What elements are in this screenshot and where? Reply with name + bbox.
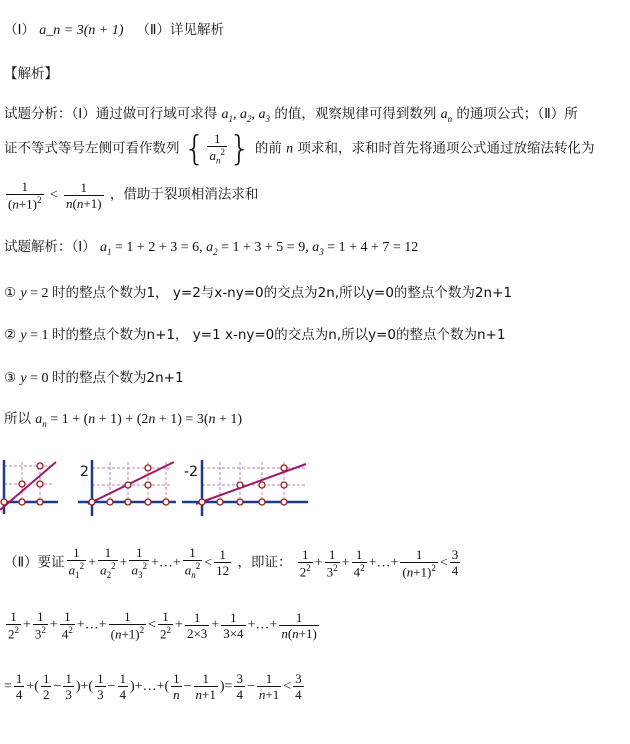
analysis-l1-mid: 的值，观察规律可得到数列 [274,106,437,122]
solution-intro: 试题解析：（Ⅰ） [4,239,96,255]
figure-2-label: 2 [80,464,89,480]
part1-formula: a_n = 3(n + 1) [39,23,124,38]
case-3-text: 时的整点个数为2n+1 [52,370,184,386]
conclusion: 所以 $a_n = 1 + (n + 1) + (2n + 1) = 3(n + 1)$ [4,411,243,429]
analysis-l3-suffix: ，借助于裂项相消法求和 [109,186,259,203]
analysis-line-3: $\frac{1}{(n+1)^2}$ < $\frac{1}{n(n+1)}$ ，借助于裂项相消法求和 [8,179,259,212]
answer-line [4,24,224,38]
analysis-l2-n: n [286,141,294,157]
analysis-l1-prefix: 试题分析：（Ⅰ）通过做可行域可求得 [4,106,218,122]
case-1: ① y = 2 时的整点个数为1， y=2与x-ny=0的交点为2n,所以y=0的整点个数为2n+1 [4,285,512,301]
part1-label: （Ⅰ） [4,22,35,38]
analysis-l1-suffix: 的通项公式；（Ⅱ）所 [456,106,578,122]
lattice-figures [0,458,630,520]
analysis-l2-prefix: 证不等式等号左侧可看作数列 [4,140,180,157]
conclusion-prefix: 所以 [4,411,31,427]
part2-mid: ，即证： [237,554,292,571]
solution-intro-line: 试题解析：（Ⅰ） $a_1 = 1 + 2 + 3 = 6$, $a_2 = 1 + 3 + 5 = 9$, $a_3 = 1 + 4 + 7 = 12$ [4,239,419,257]
case-2: ② y = 1 时的整点个数为n+1， y=1 x-ny=0的交点为n,所以y=0的整点个数为n+1 [4,327,506,343]
figure-1 [0,460,58,514]
brace-left: { [183,129,206,169]
brace-right: } [228,129,251,169]
analysis-l2-suffix: 项求和，求和时首先将通项公式通过放缩法转化为 [297,140,595,157]
analysis-line-2 [4,129,595,169]
part2-label: （Ⅱ）详见解析 [136,22,225,38]
case-2-text: 时的整点个数为n+1， y=1 x-ny=0的交点为n,所以y=0的整点个数为n+1 [52,327,506,343]
case-3-num: ③ [4,370,17,386]
analysis-line-1 [4,108,578,124]
figure-3-label: -2 [184,464,198,480]
case-1-text: 时的整点个数为1， y=2与x-ny=0的交点为2n,所以y=0的整点个数为2n+1 [52,285,512,301]
case-2-num: ② [4,327,17,343]
part2-line: （Ⅱ）要证 $\frac{1}{a_1^2}$ + $\frac{1}{a_2^2}$ + $\frac{1}{a_3^2}$ +…+ $\frac{1}{a_n^2}$ < $\frac{1}{12}$ ，即证： $\frac{1}{2^2}$ + $\frac{1}{3^2}$ + $\frac{1}{4^2}$ +…+ $\frac{1}{(n+1)^2}$ < $\frac{3}{4}$ [4,545,459,580]
seq-fraction: $\frac{1}{a_n^2}$ [209,131,225,166]
case-1-num: ① [4,285,17,301]
an-symbol: $a_n$ [440,107,453,124]
a-values: $a_1$, $a_2$, $a_3$ [221,107,271,124]
jiexi-heading: 【解析】 [4,66,58,82]
case-3: ③ y = 0 时的整点个数为2n+1 [4,370,184,386]
telescoping-line: = $\frac{1}{4}$ +( $\frac{1}{2}$ − $\frac{1}{3}$ )+( $\frac{1}{3}$ − $\frac{1}{4}$ )+…+( $\frac{1}{n}$ − $\frac{1}{n+1}$ )= $\frac{3}{4}$ − $\frac{1}{n+1}$ < $\frac{3}{4}$ [4,671,302,702]
figure-2 [78,460,176,516]
inequality-line: $\frac{1}{2^2}$ + $\frac{1}{3^2}$ + $\frac{1}{4^2}$ +…+ $\frac{1}{(n+1)^2}$ < $\frac{1}{2^2}$ + $\frac{1}{2\times 3}$ + $\frac{1}{3\times 4}$ +…+ $\frac{1}{n(n+1)}$ [8,609,317,642]
figure-3 [182,460,308,516]
analysis-l2-mid: 的前 [254,140,282,157]
part2-prefix: （Ⅱ）要证 [4,554,65,571]
